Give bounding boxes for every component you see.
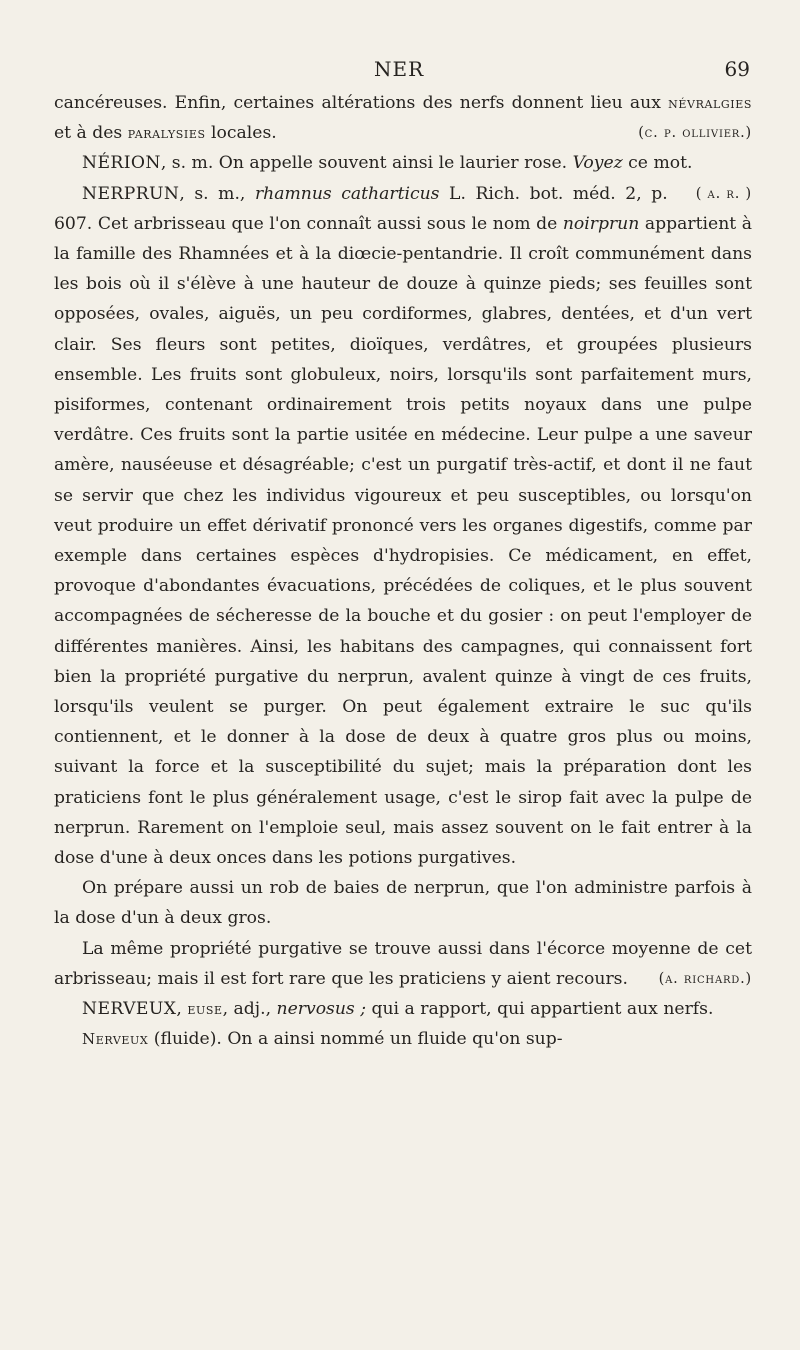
entry-continuation-paragraph: [54, 88, 752, 148]
small-caps-term: Nerveux: [82, 1030, 149, 1049]
headword: NERVEUX: [82, 999, 177, 1020]
text-run: qui a rapport, qui appartient aux nerfs.: [366, 999, 714, 1020]
text-run: , adj.,: [222, 999, 277, 1020]
text-run: ce mot.: [622, 153, 693, 174]
paragraph-rob: [54, 873, 752, 933]
italic-text: nervosus ;: [276, 999, 367, 1020]
text-run: L. Rich. bot. méd. 2, p. 607. Cet arbrisseau que l'on connaît aussi sous le nom de: [54, 183, 668, 234]
small-caps-term: euse: [187, 1000, 223, 1019]
text-run: On prépare aussi un rob de baies de nerprun, que l'on administre parfois à la dose d'un à deux gros.: [54, 878, 752, 929]
author-signature: (a. richard.): [658, 970, 752, 987]
author-signature: ( a. r. ): [695, 185, 752, 202]
italic-text: rhamnus catharticus: [254, 183, 440, 204]
text-run: , s. m.,: [179, 183, 255, 204]
italic-text: noirprun: [562, 213, 640, 234]
italic-text: Voyez: [572, 153, 623, 174]
text-run: et à des: [54, 123, 128, 144]
paragraph-ecorce: [54, 934, 752, 994]
entry-nerveux-fluide: [54, 1024, 752, 1054]
headword: NERPRUN: [82, 183, 180, 204]
text-run: La même propriété purgative se trouve aussi dans l'écorce moyenne de cet arbrisseau; mais il est fort rare que les praticiens y aient recours.: [54, 938, 752, 989]
text-run: appartient à la famille des Rhamnées et à la diœcie-pentandrie. Il croît communément dans les bois où il s'élève à une hauteur de douze à quinze pieds; ses feuilles sont opposées, ovales, aiguës, un peu cordiformes, glabres, dentées, et d'un vert clair. Ses fleurs sont petites, dioïques, verdâtres, et groupées plusieurs ensemble. Les fruits sont globuleux, noirs, lorsqu'ils sont parfaitement murs, pisiformes, contenant ordinairement trois petits noyaux dans une pulpe verdâtre. Ces fruits sont la partie usitée en médecine. Leur pulpe a une saveur amère, nauséeuse et désagréable; c'est un purgatif très-actif, et dont il ne faut se servir que chez les individus vigoureux et peu susceptibles, ou lorsqu'on veut produire un effet dérivatif prononcé vers les organes digestifs, comme par exemple dans certaines espèces d'hydropisies. Ce médicament, en effet, provoque d'abondantes évacuations, précédées de coliques, et le plus souvent accompagnées de sécheresse de la bouche et du gosier : on peut l'employer de différentes manières. Ainsi, les habitans des campagnes, qui connaissent fort bien la propriété purgative du nerprun, avalent quinze à vingt de ces fruits, lorsqu'ils veulent se purger. On peut également extraire le suc qu'ils contiennent, et le donner à la dose de deux à quatre gros plus ou moins, suivant la force et la susceptibilité du sujet; mais la préparation dont les praticiens font le plus généralement usage, c'est le sirop fait avec la pulpe de nerprun. Rarement on l'emploie seul, mais assez souvent on le fait entrer à la dose d'une à deux onces dans les potions purgatives.: [54, 213, 752, 869]
entry-nerveux: NERVEUX, euse, adj., nervosus ; qui a rapport, qui appartient aux nerfs.: [82, 999, 714, 1020]
text-run: (fluide). On a ainsi nommé un fluide qu'on sup-: [148, 1029, 563, 1050]
author-signature: (c. p. ollivier.): [638, 125, 752, 142]
running-title: NER: [374, 57, 425, 81]
page-number: 69: [724, 57, 750, 81]
entry-nerprun: [54, 179, 752, 874]
text-run: , s. m. On appelle souvent ainsi le laurier rose.: [160, 153, 573, 174]
text-run: locales.: [205, 123, 277, 144]
small-caps-term: paralysies: [127, 124, 206, 143]
small-caps-term: névralgies: [668, 94, 752, 112]
body-text: [54, 88, 752, 1055]
text-run: cancéreuses. Enfin, certaines altérations des nerfs donnent lieu aux: [54, 93, 669, 113]
running-header: [54, 57, 752, 87]
headword: NÉRION: [82, 153, 161, 174]
